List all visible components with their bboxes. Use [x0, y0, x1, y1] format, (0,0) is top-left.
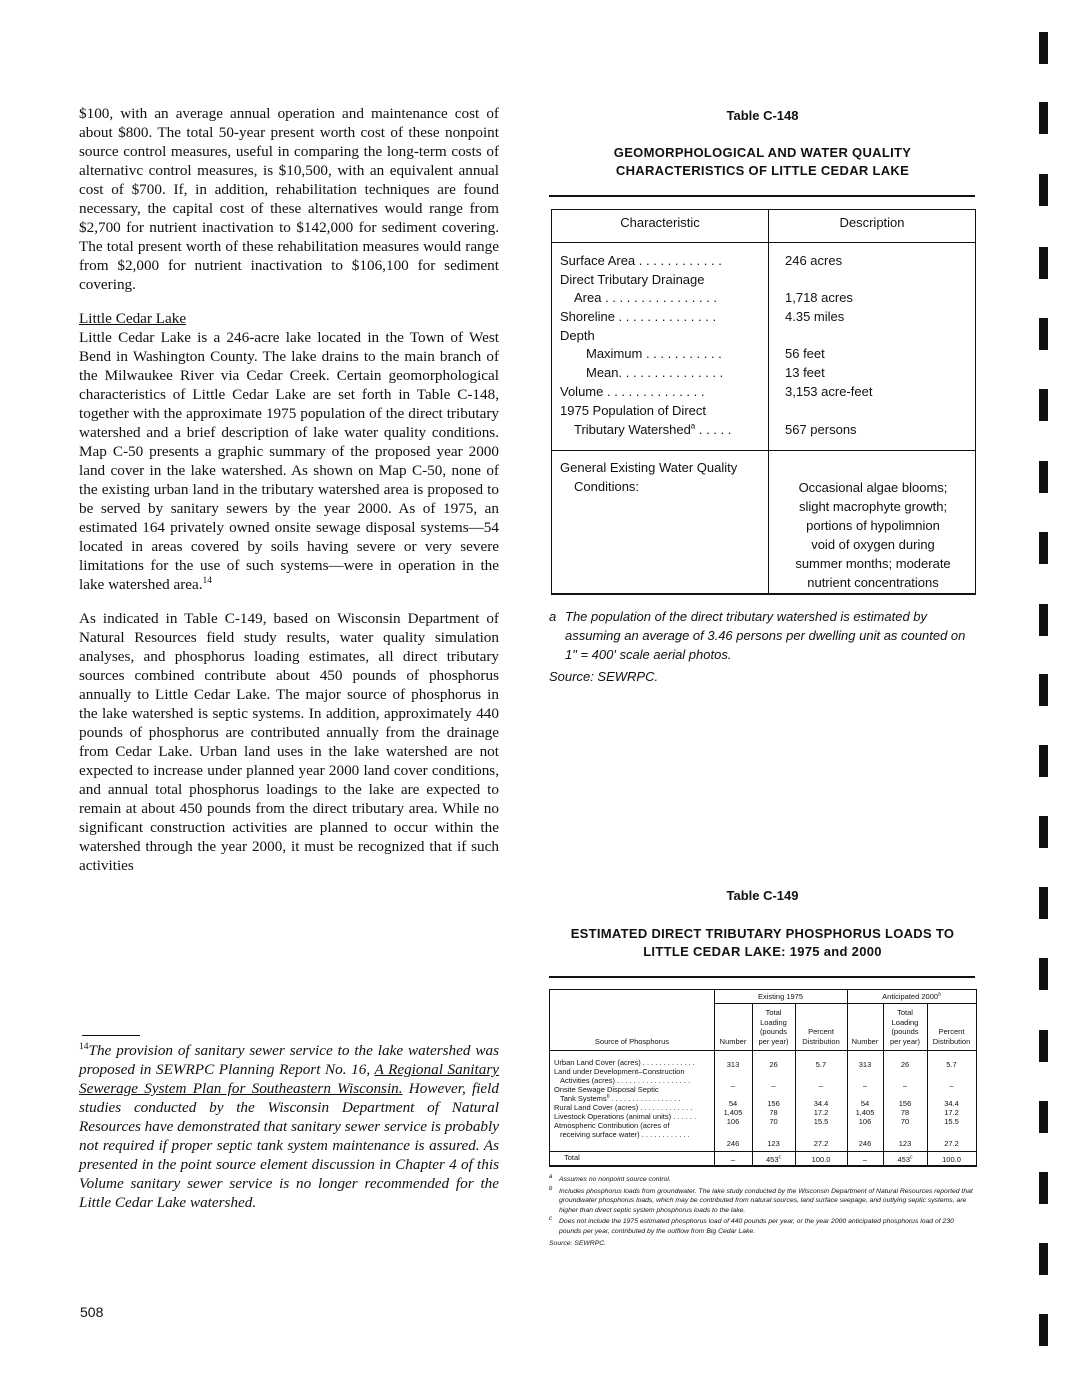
- note-mark: a: [549, 1174, 553, 1180]
- footnote-number: 14: [79, 1041, 89, 1052]
- cell: –: [730, 1081, 736, 1090]
- report-title: A Regional Sanitary Sewerage System Plan for Southeastern Wisconsin.: [79, 1061, 499, 1097]
- row-label: Urban Land Cover (acres) . . . . . . . . . . . . .: [554, 1058, 695, 1067]
- cell: –: [949, 1081, 954, 1090]
- total-cell: 100.0: [942, 1155, 961, 1164]
- label-text: Tank Systems: [560, 1094, 607, 1103]
- row-label: Surface Area . . . . . . . . . . . .: [560, 253, 722, 268]
- description-line: Occasional algae blooms;: [798, 480, 948, 495]
- cell: 27.2: [944, 1139, 959, 1148]
- left-column: [79, 104, 499, 890]
- paragraph-3: As indicated in Table C-149, based on Wisconsin Department of Natural Resources field study results, water quality simulation analyses, and phosphorus loading estimates, all direct tributary sources combined contribute about 450 pounds of phosphorus annually to Little Cedar Lake. The major source of phosphorus in the lake watershed is septic systems. In addition, approximately 440 pounds of phosphorus are contributed annually from the drainage from Cedar Lake. Urban land uses in the lake watershed are not expected to increase under planned year 2000 land cover conditions, and annual total phosphorus loadings to the lake are expected to remain at about 450 pounds from the direct tributary area. While no significant construction activities are planned to occur within the watershed through the year 2000, it must be recognized that if such activities: [79, 610, 499, 874]
- row-label: Area . . . . . . . . . . . . . . . .: [574, 290, 718, 305]
- cell: 123: [767, 1139, 780, 1148]
- footnote-text-1: The provision of sanitary sewer service to the lake watershed was proposed in SEWRPC Planning Report No. 16,: [79, 1042, 499, 1078]
- total-label: Total: [564, 1153, 580, 1162]
- cell: –: [862, 1081, 868, 1090]
- row-label: Shoreline . . . . . . . . . . . . . .: [560, 309, 717, 324]
- row-value: 1,718 acres: [785, 290, 853, 305]
- column-divider: [768, 209, 769, 593]
- paragraph-2: Little Cedar Lake is a 246-acre lake located in the Town of West Bend in Washington County. The lake drains to the main branch of the Milwaukee River via Cedar Creek. Certain geomorphological characteristics of Little Cedar Lake are set forth in Table C-148, together with the approximate 1975 population of the direct tributary watershed and a brief description of lake water quality conditions. Map C-50 presents a graphic summary of the proposed year 2000 land cover in the lake watershed. As shown on Map C-50, none of the existing urban land in the tributary watershed area is proposed to be served by sanitary sewers by the year 2000. As of 1975, an estimated 164 privately owned onsite sewage disposal systems—54 located in areas covered by soils having severe or very severe limitations for the use of such systems—were in operation in the lake watershed area.: [79, 329, 499, 593]
- margin-mark: [1039, 102, 1048, 134]
- description-line: portions of hypolimnion: [806, 518, 940, 533]
- cell: 70: [769, 1117, 778, 1126]
- group-header-existing: Existing 1975: [757, 992, 804, 1001]
- row-label: Conditions:: [574, 479, 640, 494]
- column-header-percent: [795, 1027, 847, 1046]
- table-148-source: Source: SEWRPC.: [549, 669, 659, 684]
- table-border: [552, 209, 975, 210]
- table-148-label: Table C-148: [726, 108, 799, 123]
- header-line: Loading: [760, 1017, 787, 1027]
- note-mark: c: [778, 1154, 781, 1161]
- cell: 15.5: [813, 1117, 829, 1126]
- cell: 78: [769, 1108, 778, 1117]
- table-148-top-rule: [549, 195, 975, 197]
- row-label: receiving surface water) . . . . . . . . . . . .: [560, 1130, 690, 1139]
- dot-leader: . . . . .: [695, 422, 732, 437]
- cell: 1,405: [723, 1108, 743, 1117]
- total-divider: [550, 1151, 976, 1152]
- margin-mark: [1039, 1314, 1048, 1346]
- group-divider: [714, 1003, 976, 1004]
- margin-mark: [1039, 887, 1048, 919]
- row-label: Maximum . . . . . . . . . . .: [586, 346, 722, 361]
- note-mark: a: [549, 609, 557, 624]
- cell: –: [818, 1081, 824, 1090]
- total-cell: –: [730, 1155, 736, 1164]
- little-cedar-section: [79, 309, 499, 594]
- description-line: slight macrophyte growth;: [798, 499, 948, 514]
- title-line: CHARACTERISTICS OF LITTLE CEDAR LAKE: [615, 163, 910, 178]
- cell: 17.2: [944, 1108, 959, 1117]
- note-mark: c: [549, 1216, 552, 1223]
- row-label: [574, 421, 778, 440]
- row-label: 1975 Population of Direct: [560, 403, 706, 418]
- margin-mark: [1039, 247, 1048, 279]
- cell: 17.2: [813, 1108, 829, 1117]
- header-line: Percent: [808, 1027, 834, 1036]
- cell: –: [771, 1081, 776, 1090]
- margin-mark: [1039, 32, 1048, 64]
- cell: 123: [898, 1139, 912, 1148]
- cell: 78: [900, 1108, 910, 1117]
- header-line: Total: [765, 1008, 782, 1017]
- cell: 1,405: [855, 1108, 875, 1117]
- group-header-anticipated: [847, 992, 976, 1002]
- title-line: ESTIMATED DIRECT TRIBUTARY PHOSPHORUS LOADS TO: [570, 926, 955, 941]
- description-line: void of oxygen during: [811, 537, 935, 552]
- column-header-source: Source of Phosphorus: [594, 1037, 670, 1046]
- row-label: Depth: [560, 328, 595, 343]
- page-number: 508: [80, 1304, 104, 1320]
- footnote-divider: [82, 1035, 140, 1036]
- cell: 70: [900, 1117, 910, 1126]
- row-value: 4.35 miles: [785, 309, 845, 324]
- row-label: Activities (acres) . . . . . . . . . . . . . . . . . .: [560, 1076, 691, 1085]
- cell: 5.7: [946, 1060, 957, 1069]
- margin-mark: [1039, 1172, 1048, 1204]
- table-149-source: Source: SEWRPC.: [549, 1239, 607, 1247]
- cell: 156: [898, 1099, 912, 1108]
- row-label: Livestock Operations (animal units) . . . . . .: [554, 1112, 697, 1121]
- row-label: [560, 1094, 718, 1103]
- cell: 15.5: [944, 1117, 959, 1126]
- margin-mark: [1039, 389, 1048, 421]
- table-148: [551, 209, 976, 595]
- table-border: [550, 989, 976, 990]
- cell: 246: [726, 1139, 740, 1148]
- note-text: Includes phosphorus loads from groundwater. The lake study conducted by the Wisconsin Department of Natural Resources reported that groundwater phosphorus loads, which may be contributed from natural sources, land surface seepage, and outlying septic systems, are higher than direct septic system phosphorus loads to the lake.: [559, 1187, 973, 1214]
- margin-mark: [1039, 674, 1048, 706]
- row-label: Mean. . . . . . . . . . . . . . .: [586, 365, 724, 380]
- cell: 34.4: [813, 1099, 829, 1108]
- table-note: [549, 1217, 975, 1236]
- table-149-label: Table C-149: [726, 888, 799, 903]
- row-label: Rural Land Cover (acres) . . . . . . . . . . . . .: [554, 1103, 693, 1112]
- note-mark: c: [910, 1154, 913, 1161]
- footnote: [79, 1041, 499, 1212]
- header-divider: [550, 1050, 976, 1051]
- row-value: 56 feet: [785, 346, 825, 361]
- table-149: [549, 989, 977, 1167]
- cell: 106: [858, 1117, 872, 1126]
- total-value: 453: [897, 1155, 910, 1164]
- row-label: Volume . . . . . . . . . . . . . .: [560, 384, 705, 399]
- margin-mark: [1039, 745, 1048, 777]
- cell: 26: [900, 1060, 910, 1069]
- margin-mark: [1039, 604, 1048, 636]
- note-text: The population of the direct tributary watershed is estimated by assuming an average of 3.46 persons per dwelling unit as counted on 1" = 400' scale aerial photos.: [565, 609, 966, 662]
- description-line: nutrient concentrations: [807, 575, 939, 590]
- note-mark: a: [690, 421, 696, 431]
- section-heading: Little Cedar Lake: [79, 310, 187, 327]
- margin-mark: [1039, 958, 1048, 990]
- table-149-title: [551, 925, 974, 961]
- column-header-number: Number: [851, 1037, 879, 1046]
- header-line: (pounds: [759, 1027, 788, 1036]
- cell: 313: [858, 1060, 872, 1069]
- column-header-percent: [927, 1027, 976, 1046]
- table-149-notes: [549, 1175, 975, 1248]
- column-header-loading: [752, 1008, 795, 1046]
- header-divider: [552, 242, 975, 243]
- total-value: 453: [765, 1155, 779, 1164]
- paragraph-1: $100, with an average annual operation and maintenance cost of about $800. The total 50-year present worth cost of these nonpoint source control measures, useful in comparing the long-term costs of alternativc control measures, is $10,500, with an equivalent annual cost of $700. If, in addition, rehabilitation techniques are found necessary, the capital cost of these alternatives would range from $2,700 for nutrient inactivation to $142,000 for sediment covering. The total present worth of these rehabilitation measures would range from $2,000 for nutrient inactivation to $106,100 for sediment covering.: [79, 105, 499, 293]
- header-line: Loading: [891, 1017, 919, 1027]
- row-value: 567 persons: [785, 422, 857, 437]
- margin-mark: [1039, 461, 1048, 493]
- row-label: Direct Tributary Drainage: [560, 272, 705, 287]
- group-text: Anticipated 2000: [882, 992, 939, 1001]
- note-text: Does not include the 1975 estimated phosphorus load of 440 pounds per year, or the year 2000 anticipated phosphorus load of 230 pounds per year, contributed by the outflow from Big Cedar Lake.: [559, 1218, 954, 1235]
- header-line: per year): [889, 1036, 920, 1046]
- header-line: (pounds: [891, 1027, 919, 1036]
- cell: 34.4: [944, 1099, 959, 1108]
- header-line: per year): [758, 1036, 789, 1046]
- table-note: [549, 1187, 975, 1216]
- table-149-top-rule: [549, 976, 975, 978]
- note-mark: b: [549, 1185, 553, 1192]
- header-line: Distribution: [932, 1036, 971, 1046]
- header-line: Total: [897, 1008, 913, 1017]
- total-cell: [883, 1155, 927, 1164]
- total-cell: 100.0: [811, 1155, 831, 1164]
- table-148-title: [551, 144, 974, 180]
- table-148-note: [549, 607, 974, 664]
- cell: 313: [726, 1060, 740, 1069]
- cell: 27.2: [813, 1139, 829, 1148]
- cell: 106: [726, 1117, 740, 1126]
- row-value: 13 feet: [785, 365, 825, 380]
- row-label: Atmospheric Contribution (acres of: [554, 1121, 670, 1130]
- cell: 246: [858, 1139, 872, 1148]
- column-header-loading: [883, 1008, 927, 1046]
- note-text: Assumes no nonpoint source control.: [559, 1176, 671, 1183]
- footnote-ref: 14: [202, 575, 213, 586]
- description-line: summer months; moderate: [795, 556, 951, 571]
- cell: 5.7: [815, 1060, 827, 1069]
- row-label: Onsite Sewage Disposal Septic: [554, 1085, 659, 1094]
- condition-description: [771, 478, 975, 592]
- note-mark: a: [938, 991, 941, 998]
- note-mark: b: [606, 1094, 610, 1100]
- title-line: LITTLE CEDAR LAKE: 1975 and 2000: [643, 944, 882, 959]
- cell: 26: [769, 1060, 778, 1069]
- column-header-description: Description: [839, 215, 905, 230]
- margin-mark: [1039, 318, 1048, 350]
- row-label: Land under Development–Construction: [554, 1067, 685, 1076]
- total-cell: [752, 1155, 795, 1164]
- margin-mark: [1039, 816, 1048, 848]
- total-cell: –: [862, 1155, 868, 1164]
- footnote-text-2: However, field studies conducted by the Wisconsin Department of Natural Resources have demonstrated that sanitary sewer service is probably not required if proper septic tank system maintenance is assured. As presented in the point source element discussion in Chapter 4 of this Volume sanitary sewer service is no longer recommended for the Little Cedar Lake watershed.: [79, 1080, 499, 1211]
- margin-mark: [1039, 1101, 1048, 1133]
- label-text: Tributary Watershed: [574, 422, 691, 437]
- header-line: Percent: [938, 1027, 965, 1036]
- row-value: 3,153 acre-feet: [785, 384, 873, 399]
- cell: 156: [767, 1099, 780, 1108]
- column-header-characteristic: Characteristic: [620, 215, 700, 230]
- cell: 54: [860, 1099, 870, 1108]
- margin-mark: [1039, 532, 1048, 564]
- cell: –: [902, 1081, 908, 1090]
- row-divider: [552, 450, 975, 451]
- column-header-number: Number: [719, 1037, 747, 1046]
- row-label: General Existing Water Quality: [560, 460, 738, 475]
- row-value: 246 acres: [785, 253, 843, 268]
- margin-mark: [1039, 1030, 1048, 1062]
- cell: 54: [728, 1099, 738, 1108]
- margin-mark: [1039, 1243, 1048, 1275]
- table-note: [549, 1175, 975, 1185]
- header-line: Distribution: [802, 1036, 840, 1046]
- margin-mark: [1039, 174, 1048, 206]
- title-line: GEOMORPHOLOGICAL AND WATER QUALITY: [613, 145, 912, 160]
- dot-leader: . . . . . . . . . . . . . . . . .: [609, 1094, 681, 1103]
